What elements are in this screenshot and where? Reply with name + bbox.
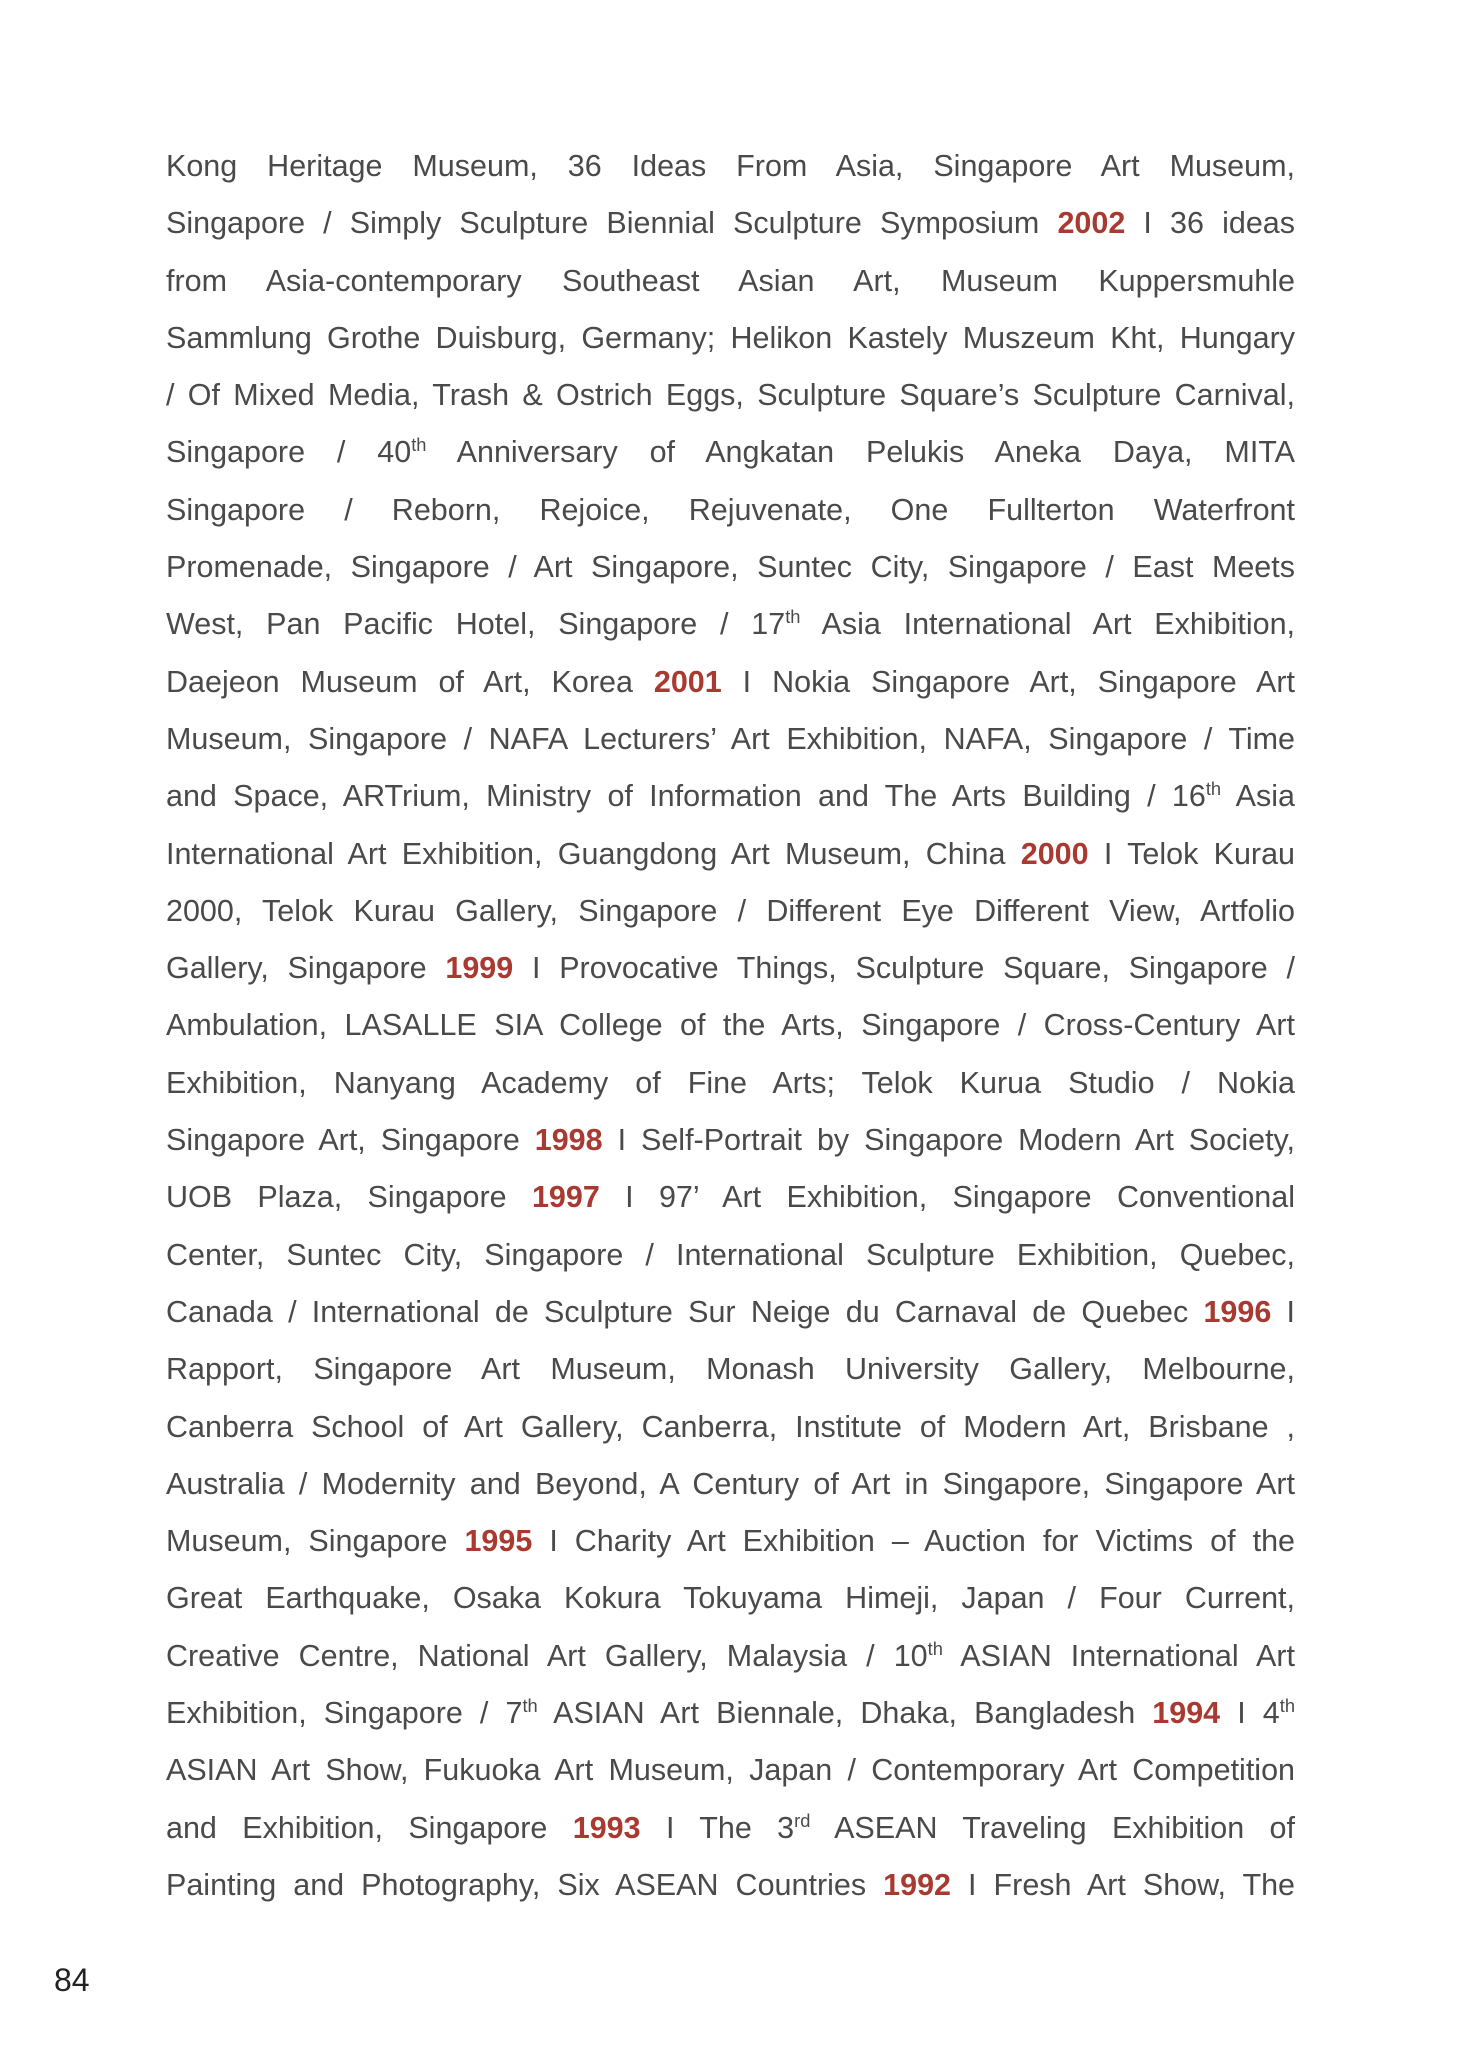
text-line — [166, 1800, 1295, 1857]
text-segment: I 36 ideas — [1125, 206, 1295, 241]
text-line — [166, 940, 1295, 997]
page-number: 84 — [54, 1962, 90, 1998]
year-label: 1992 — [883, 1867, 951, 1902]
superscript-ordinal: th — [1205, 778, 1222, 800]
text-segment: Museum, Singapore / NAFA Lecturers’ Art Exhibition, NAFA, Singapore / Time — [166, 721, 1295, 756]
superscript-ordinal: th — [411, 434, 427, 456]
text-line — [166, 997, 1295, 1054]
superscript-ordinal: th — [1279, 1694, 1295, 1716]
year-label: 1996 — [1203, 1294, 1272, 1329]
text-line — [166, 1742, 1295, 1799]
text-line — [166, 596, 1295, 653]
text-segment: I 4 — [1220, 1696, 1280, 1731]
text-segment: Painting and Photography, Six ASEAN Countries — [166, 1867, 884, 1902]
year-label: 1995 — [464, 1524, 533, 1559]
text-segment: I Self-Portrait by Singapore Modern Art Society, — [602, 1123, 1295, 1158]
text-line — [166, 195, 1295, 252]
year-label: 1993 — [572, 1810, 641, 1845]
text-segment: from Asia-contemporary Southeast Asian Art, Museum Kuppersmuhle — [166, 263, 1295, 298]
text-segment: Singapore / 40 — [166, 435, 412, 470]
text-segment: I 97’ Art Exhibition, Singapore Conventional — [599, 1180, 1295, 1215]
text-segment: I Nokia Singapore Art, Singapore Art — [721, 664, 1295, 699]
text-line — [166, 1570, 1295, 1627]
text-line — [166, 367, 1295, 424]
text-line — [166, 482, 1295, 539]
text-segment: ASIAN Art Show, Fukuoka Art Museum, Japan / Contemporary Art Competition — [166, 1753, 1295, 1788]
text-segment: West, Pan Pacific Hotel, Singapore / 17 — [166, 607, 786, 642]
year-label: 1997 — [531, 1180, 600, 1215]
text-segment: Asia — [1221, 779, 1295, 814]
text-segment: Anniversary of Angkatan Pelukis Aneka Daya, MITA — [426, 435, 1295, 470]
text-segment: Canberra School of Art Gallery, Canberra, Institute of Modern Art, Brisbane , — [166, 1409, 1295, 1444]
text-segment: Canada / International de Sculpture Sur Neige du Carnaval de Quebec — [166, 1294, 1204, 1329]
text-segment: 2000, Telok Kurau Gallery, Singapore / Different Eye Different View, Artfolio — [166, 893, 1295, 928]
superscript-ordinal: th — [785, 606, 801, 628]
text-segment: Exhibition, Singapore / 7 — [166, 1696, 523, 1731]
text-line — [166, 654, 1295, 711]
superscript-ordinal: rd — [794, 1809, 811, 1831]
year-label: 2001 — [653, 664, 722, 699]
text-segment: ASIAN International Art — [942, 1638, 1295, 1673]
text-segment: Promenade, Singapore / Art Singapore, Suntec City, Singapore / East Meets — [166, 550, 1295, 585]
text-segment: Museum, Singapore — [166, 1524, 465, 1559]
text-line — [166, 711, 1295, 768]
text-segment: ASIAN Art Biennale, Dhaka, Bangladesh — [537, 1696, 1153, 1731]
text-segment: ASEAN Traveling Exhibition of — [810, 1810, 1295, 1845]
superscript-ordinal: th — [522, 1694, 538, 1716]
text-segment: Daejeon Museum of Art, Korea — [166, 664, 654, 699]
text-segment: I The 3 — [640, 1810, 795, 1845]
year-label: 2000 — [1020, 836, 1089, 871]
text-line — [166, 310, 1295, 367]
text-segment: / Of Mixed Media, Trash & Ostrich Eggs, Sculpture Square’s Sculpture Carnival, — [166, 378, 1295, 413]
text-segment: Exhibition, Nanyang Academy of Fine Arts; Telok Kurua Studio / Nokia — [166, 1065, 1295, 1100]
year-label: 1994 — [1152, 1696, 1221, 1731]
year-label: 2002 — [1057, 206, 1126, 241]
text-segment: I Telok Kurau — [1088, 836, 1295, 871]
text-segment: Sammlung Grothe Duisburg, Germany; Helikon Kastely Muszeum Kht, Hungary — [166, 320, 1295, 355]
text-line — [166, 826, 1295, 883]
text-line — [166, 1055, 1295, 1112]
text-line — [166, 1456, 1295, 1513]
text-segment: Singapore Art, Singapore — [166, 1123, 535, 1158]
text-line — [166, 1857, 1295, 1914]
text-line — [166, 1685, 1295, 1742]
text-line — [166, 883, 1295, 940]
text-line — [166, 539, 1295, 596]
text-line — [166, 1112, 1295, 1169]
text-segment: and Space, ARTrium, Ministry of Information and The Arts Building / 16 — [166, 779, 1206, 814]
text-segment: Kong Heritage Museum, 36 Ideas From Asia, Singapore Art Museum, — [166, 149, 1295, 183]
superscript-ordinal: th — [927, 1637, 943, 1659]
text-segment: Great Earthquake, Osaka Kokura Tokuyama Himeji, Japan / Four Current, — [166, 1581, 1295, 1616]
text-segment: Singapore / Reborn, Rejoice, Rejuvenate, One Fullterton Waterfront — [166, 492, 1295, 527]
text-segment: UOB Plaza, Singapore — [166, 1180, 532, 1215]
text-line — [166, 1513, 1295, 1570]
text-segment: Center, Suntec City, Singapore / International Sculpture Exhibition, Quebec, — [166, 1237, 1295, 1272]
exhibition-history-text — [166, 138, 1295, 1914]
text-line — [166, 253, 1295, 310]
text-segment: I Provocative Things, Sculpture Square, Singapore / — [513, 951, 1295, 986]
text-segment: Rapport, Singapore Art Museum, Monash University Gallery, Melbourne, — [166, 1352, 1295, 1387]
text-line — [166, 424, 1295, 481]
year-label: 1998 — [534, 1123, 603, 1158]
text-segment: International Art Exhibition, Guangdong Art Museum, China — [166, 836, 1021, 871]
text-segment: Australia / Modernity and Beyond, A Century of Art in Singapore, Singapore Art — [166, 1466, 1295, 1501]
text-line — [166, 1284, 1295, 1341]
text-segment: I — [1271, 1294, 1296, 1329]
text-segment: I Fresh Art Show, The — [951, 1867, 1296, 1902]
text-line — [166, 1227, 1295, 1284]
text-segment: Creative Centre, National Art Gallery, Malaysia / 10 — [166, 1638, 928, 1673]
text-line — [166, 1628, 1295, 1685]
text-segment: Singapore / Simply Sculpture Biennial Sculpture Symposium — [166, 206, 1058, 241]
text-line — [166, 768, 1295, 825]
text-line — [166, 138, 1295, 195]
text-segment: Asia International Art Exhibition, — [800, 607, 1295, 642]
text-segment: Ambulation, LASALLE SIA College of the Arts, Singapore / Cross-Century Art — [166, 1008, 1295, 1043]
text-line — [166, 1399, 1295, 1456]
text-segment: Gallery, Singapore — [166, 951, 446, 986]
text-line — [166, 1169, 1295, 1226]
year-label: 1999 — [445, 951, 514, 986]
text-segment: and Exhibition, Singapore — [166, 1810, 573, 1845]
text-segment: I Charity Art Exhibition – Auction for Victims of the — [532, 1524, 1295, 1559]
text-line — [166, 1341, 1295, 1398]
